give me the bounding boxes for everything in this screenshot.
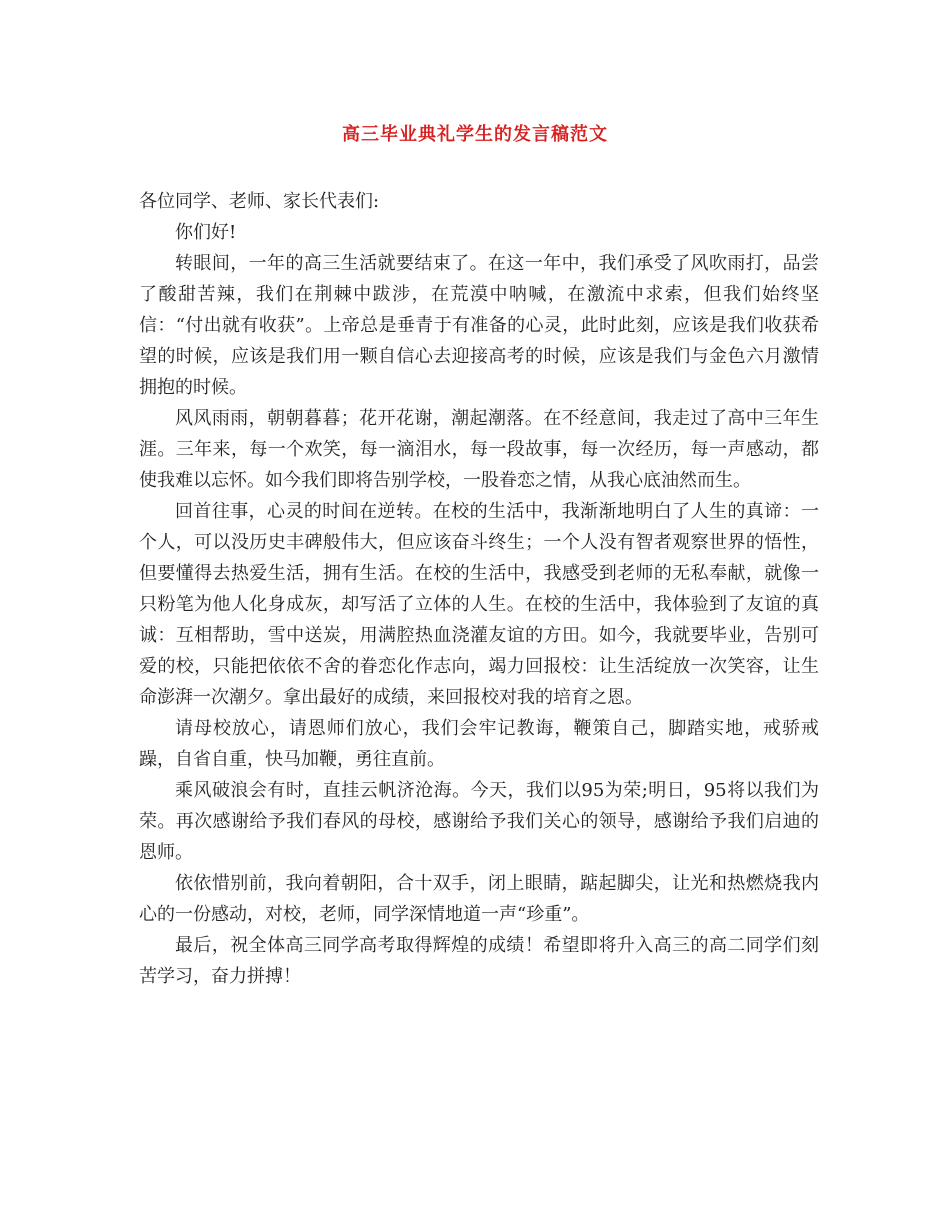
paragraph-1: 转眼间，一年的高三生活就要结束了。在这一年中，我们承受了风吹雨打，品尝了酸甜苦辣，我们在荆棘中跋涉，在荒漠中呐喊，在激流中求索，但我们始终坚信：“付出就有收获”。上帝总是垂青于有准备的心灵，此时此刻，应该是我们收获希望的时候，应该是我们用一颗自信心去迎接高考的时候，应该是我们与金色六月激情拥抱的时候。 bbox=[139, 253, 819, 398]
paragraph-7: 最后，祝全体高三同学高考取得辉煌的成绩！希望即将升入高三的高二同学们刻苦学习，奋力拼搏！ bbox=[139, 935, 819, 987]
salutation: 各位同学、老师、家长代表们: bbox=[139, 191, 380, 212]
document-title: 高三毕业典礼学生的发言稿范文 bbox=[342, 124, 608, 145]
paragraph-6: 依依惜别前，我向着朝阳，合十双手，闭上眼睛，踮起脚尖，让光和热燃烧我内心的一份感动，对校，老师，同学深情地道一声“珍重”。 bbox=[139, 873, 819, 925]
paragraph-2: 风风雨雨，朝朝暮暮；花开花谢，潮起潮落。在不经意间，我走过了高中三年生涯。三年来，每一个欢笑，每一滴泪水，每一段故事，每一次经历，每一声感动，都使我难以忘怀。如今我们即将告别学校，一股眷恋之情，从我心底油然而生。 bbox=[139, 408, 819, 491]
document-body bbox=[139, 186, 819, 992]
paragraph-greeting: 你们好! bbox=[175, 222, 237, 243]
paragraph-3: 回首往事，心灵的时间在逆转。在校的生活中，我渐渐地明白了人生的真谛：一个人，可以没历史丰碑般伟大，但应该奋斗终生；一个人没有智者观察世界的悟性，但要懂得去热爱生活，拥有生活。在校的生活中，我感受到老师的无私奉献，就像一只粉笔为他人化身成灰，却写活了立体的人生。在校的生活中，我体验到了友谊的真诚：互相帮助，雪中送炭，用满腔热血浇灌友谊的方田。如今，我就要毕业，告别可爱的校，只能把依依不舍的眷恋化作志向，竭力回报校：让生活绽放一次笑容，让生命澎湃一次潮夕。拿出最好的成绩，来回报校对我的培育之恩。 bbox=[139, 501, 819, 708]
paragraph-5: 乘风破浪会有时，直挂云帆济沧海。今天，我们以95为荣;明日，95将以我们为荣。再次感谢给予我们春风的母校，感谢给予我们关心的领导，感谢给予我们启迪的恩师。 bbox=[139, 780, 819, 863]
paragraph-4: 请母校放心，请恩师们放心，我们会牢记教诲，鞭策自己，脚踏实地，戒骄戒躁，自省自重，快马加鞭，勇往直前。 bbox=[139, 718, 819, 770]
